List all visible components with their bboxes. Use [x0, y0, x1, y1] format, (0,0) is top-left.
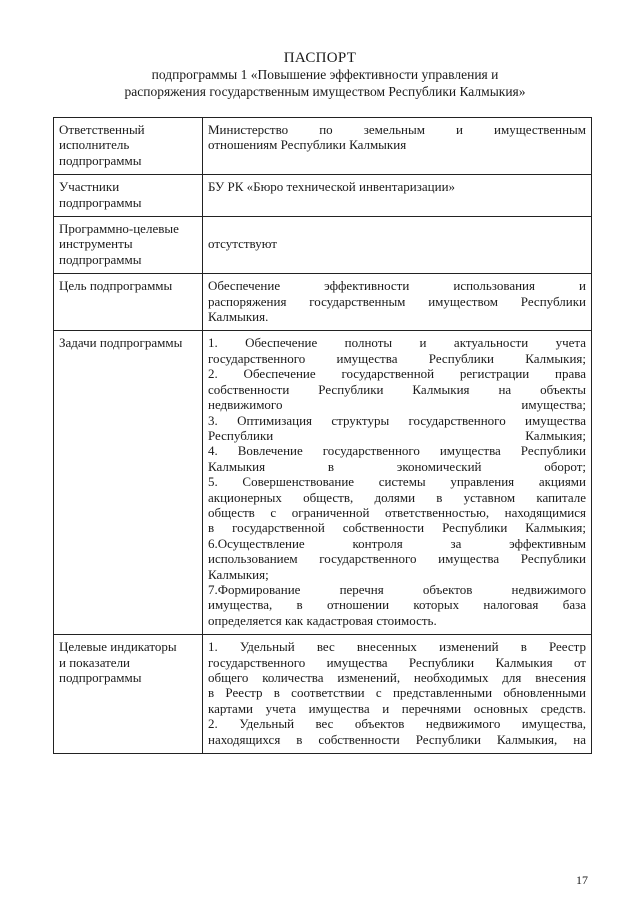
content-line: 4. Вовлечение государственного имущества Республики — [208, 443, 586, 459]
label-line: Задачи подпрограммы — [59, 335, 183, 351]
page-title: ПАСПОРТ — [283, 50, 357, 66]
content-line: обществ с ограниченной ответственностью, находящимися — [208, 504, 586, 520]
content-line: в государственной собственности Республики Калмыкия; — [208, 520, 586, 536]
passport-table — [53, 117, 592, 754]
row-label — [54, 635, 203, 754]
label-line: Программно-целевые — [59, 221, 179, 237]
row-label — [54, 274, 203, 331]
content-line: отсутствуют — [208, 236, 277, 252]
content-line: общего количества изменений, необходимых для внесения — [208, 670, 586, 685]
content-line: государственного имущества Республики Калмыкия; — [208, 350, 586, 366]
page-number: 17 — [576, 873, 588, 887]
row-content — [203, 635, 592, 754]
content-line: имущества, в отношении которых налоговая база — [208, 597, 586, 613]
content-line: БУ РК «Бюро технической инвентаризации» — [208, 179, 456, 195]
subtitle — [60, 66, 590, 100]
content-line: в Реестр в соответствии с представленными обновленными — [208, 685, 586, 701]
content-line: недвижимого имущества; — [208, 397, 586, 413]
label-line: подпрограммы — [59, 152, 142, 168]
content-line: Калмыкия. — [208, 309, 269, 325]
content-line: 5. Совершенствование системы управления акциями — [208, 474, 586, 490]
table-row — [54, 217, 592, 274]
label-line: Участники — [59, 179, 120, 195]
table-row — [54, 331, 592, 635]
table-row — [54, 635, 592, 754]
label-line: и показатели — [59, 654, 131, 670]
table-row — [54, 175, 592, 217]
row-content — [203, 274, 592, 331]
content-line: 1. Обеспечение полноты и актуальности учета — [208, 335, 586, 351]
content-line: находящихся в собственности Республики Калмыкия, на — [208, 731, 586, 747]
subtitle-line: распоряжения государственным имуществом Республики Калмыкия» — [124, 84, 526, 99]
content-line: 6.Осуществление контроля за эффективным — [208, 535, 586, 551]
row-content — [203, 331, 592, 635]
row-content — [203, 175, 592, 217]
content-line: 2. Удельный вес объектов недвижимого имущества, — [208, 716, 586, 732]
row-label — [54, 118, 203, 175]
row-label — [54, 217, 203, 274]
content-line: 3. Оптимизация структуры государственного имущества — [208, 412, 586, 428]
label-line: подпрограммы — [59, 194, 142, 210]
content-line: распоряжения государственным имуществом Республики — [208, 293, 586, 309]
content-line: картами учета имущества и перечнями основных средств. — [208, 700, 586, 716]
content-line: 7.Формирование перечня объектов недвижимого — [208, 581, 586, 597]
content-line: 1. Удельный вес внесенных изменений в Реестр — [208, 639, 586, 655]
content-line: отношениям Республики Калмыкия — [208, 137, 407, 153]
label-line: подпрограммы — [59, 670, 142, 685]
row-label — [54, 331, 203, 635]
content-line: собственности Республики Калмыкия на объекты — [208, 381, 586, 397]
label-line: Целевые индикаторы — [59, 639, 177, 655]
label-line: инструменты — [59, 236, 133, 252]
table-row — [54, 118, 592, 175]
content-line: Калмыкия; — [208, 566, 269, 582]
content-line: Калмыкия в экономический оборот; — [208, 458, 586, 474]
content-line: 2. Обеспечение государственной регистрации права — [208, 366, 586, 382]
table-row — [54, 274, 592, 331]
label-line: подпрограммы — [59, 251, 142, 267]
content-line: государственного имущества Республики Калмыкия от — [208, 654, 586, 670]
label-line: исполнитель — [59, 137, 130, 153]
row-content — [203, 217, 592, 274]
content-line: определяется как кадастровая стоимость. — [208, 612, 437, 628]
row-content — [203, 118, 592, 175]
subtitle-line: подпрограммы 1 «Повышение эффективности управления и — [151, 67, 499, 82]
label-line: Ответственный — [59, 122, 145, 137]
label-line: Цель подпрограммы — [59, 278, 173, 294]
content-line: использованием государственного имущества Республики — [208, 551, 586, 567]
row-label — [54, 175, 203, 217]
content-line: Республики Калмыкия; — [208, 427, 586, 443]
content-line: Министерство по земельным и имущественным — [208, 122, 586, 137]
content-line: Обеспечение эффективности использования и — [208, 278, 586, 294]
content-line: акционерных обществ, долями в уставном капитале — [208, 489, 586, 505]
